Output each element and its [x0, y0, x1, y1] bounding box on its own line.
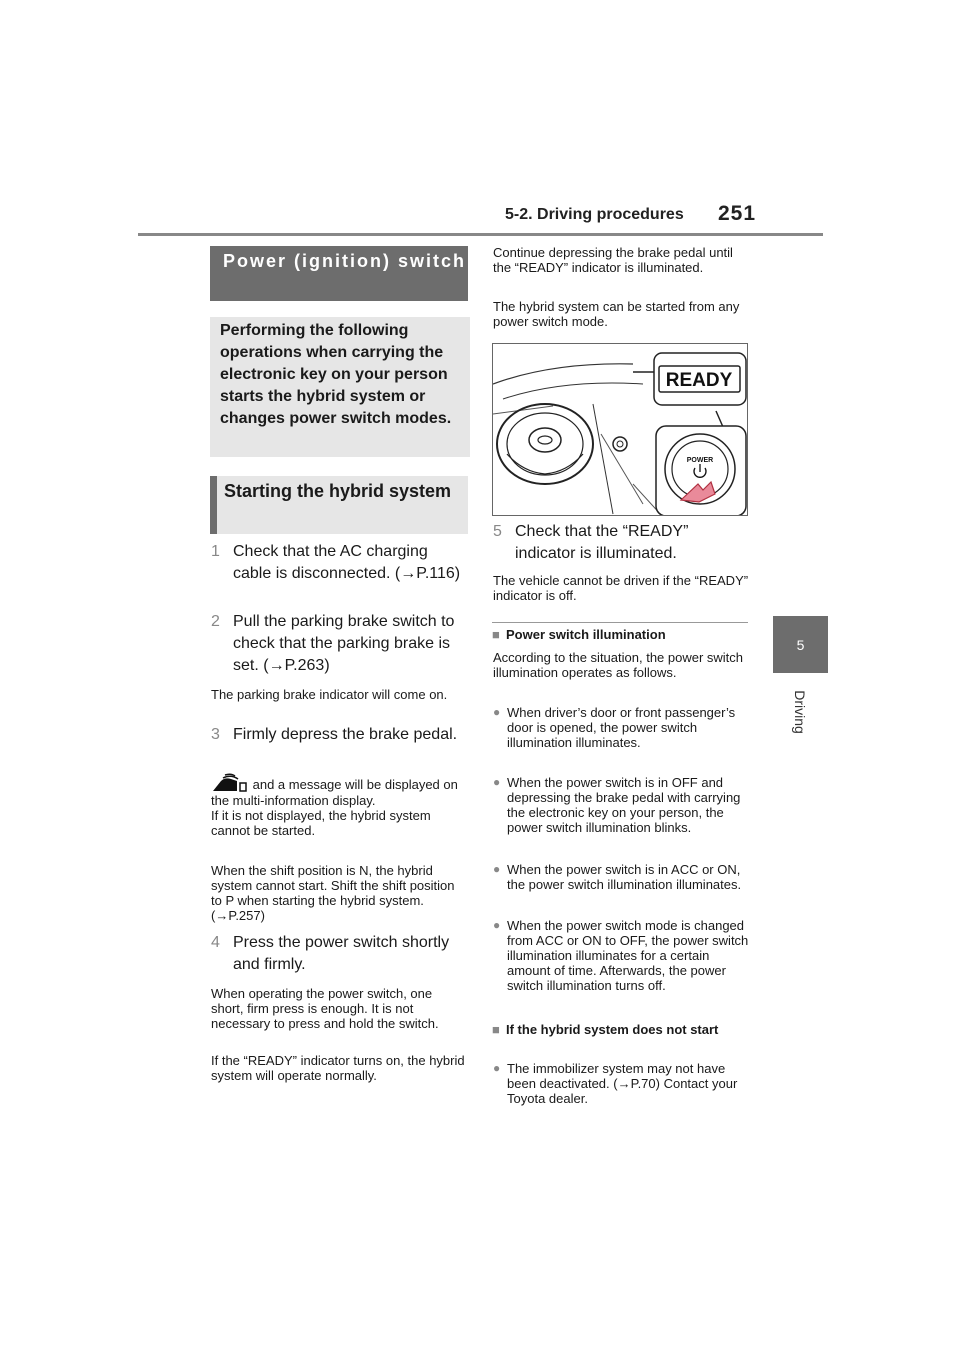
step-4-note-a: When operating the power switch, one short, firm press is enough. It is not necessary to press and hold the switch.	[211, 986, 439, 1031]
step-5-text: Check that the “READY” indicator is illuminated.	[515, 523, 689, 562]
section-heading-box: Power (ignition) switch	[210, 246, 468, 301]
circle-bullet-icon: ●	[493, 862, 501, 876]
step-4	[211, 932, 469, 976]
illumination-item-2	[493, 775, 750, 835]
step-5	[493, 521, 751, 565]
any-mode-note: The hybrid system can be started from any power switch mode.	[493, 299, 740, 329]
no-start-heading-text: If the hybrid system does not start	[506, 1022, 719, 1037]
step-4-note-b: If the “READY” indicator turns on, the hybrid system will operate normally.	[211, 1053, 465, 1083]
step-4-text: Press the power switch shortly and firmly.	[233, 934, 450, 973]
section-divider	[492, 622, 748, 623]
subheading-box	[210, 476, 468, 534]
no-start-item-text: The immobilizer system may not have been deactivated. (→P.70) Contact your Toyota dealer.	[507, 1061, 738, 1106]
no-start-heading	[492, 1022, 750, 1038]
intro-box: Performing the following operations when carrying the electronic key on your person starts the hybrid system or changes power switch modes.	[210, 317, 470, 457]
square-bullet-icon: ■	[492, 1022, 500, 1037]
illumination-intro: According to the situation, the power switch illumination operates as follows.	[493, 650, 744, 680]
dashboard-illustration-svg	[493, 344, 748, 516]
step-3-note-c: When the shift position is N, the hybrid system cannot start. Shift the shift position to P when starting the hybrid system. (→P.257)	[211, 863, 455, 923]
step-3-note-b-text: If it is not displayed, the hybrid system cannot be started.	[211, 808, 431, 838]
illumination-heading-text: Power switch illumination	[506, 627, 666, 642]
step-2-note: The parking brake indicator will come on.	[211, 687, 448, 702]
illumination-item-1-text: When driver’s door or front passenger’s door is opened, the power switch illumination illuminates.	[507, 705, 736, 750]
illumination-item-3-text: When the power switch is in ACC or ON, the power switch illumination illuminates.	[507, 862, 742, 892]
subheading-text: Starting the hybrid system	[224, 481, 452, 501]
step-1-text: Check that the AC charging cable is disconnected. (→P.116)	[233, 543, 461, 582]
illumination-item-4-text: When the power switch mode is changed from ACC or ON to OFF, the power switch illumination illuminates for a certain amount of time. Afterwards, the power switch illumination turns off.	[507, 918, 749, 993]
no-start-item	[493, 1061, 750, 1106]
step-3-text: Firmly depress the brake pedal.	[233, 726, 458, 743]
header-rule	[138, 233, 823, 236]
step-2-number: 2	[211, 613, 220, 630]
brake-pedal-icon	[211, 773, 249, 793]
circle-bullet-icon: ●	[493, 775, 501, 789]
circle-bullet-icon: ●	[493, 705, 501, 719]
illumination-item-4	[493, 918, 750, 993]
power-switch-illustration	[492, 343, 748, 516]
section-title: 5-2. Driving procedures	[505, 206, 684, 223]
step-2	[211, 611, 469, 677]
step-3-note-a-text: and a message will be displayed on the multi-information display.	[211, 777, 458, 808]
continue-note: Continue depressing the brake pedal until the “READY” indicator is illuminated.	[493, 245, 733, 275]
chapter-label-wrap	[770, 684, 830, 744]
step-5-note: The vehicle cannot be driven if the “READY” indicator is off.	[493, 573, 749, 603]
chapter-number: 5	[796, 636, 805, 653]
step-5-number: 5	[493, 523, 502, 540]
illumination-item-1	[493, 705, 750, 750]
illumination-heading	[492, 627, 750, 643]
step-3-number: 3	[211, 726, 220, 743]
step-1-number: 1	[211, 543, 220, 560]
step-3-note-a	[211, 773, 467, 838]
power-button-label: POWER	[686, 457, 714, 464]
square-bullet-icon: ■	[492, 627, 500, 642]
circle-bullet-icon: ●	[493, 1061, 501, 1075]
illumination-item-3	[493, 862, 750, 892]
ready-indicator-label: READY	[665, 370, 733, 391]
step-1	[211, 541, 469, 585]
circle-bullet-icon: ●	[493, 918, 501, 932]
chapter-label: Driving	[791, 690, 808, 734]
chapter-tab	[773, 616, 828, 673]
page-number: 251	[718, 202, 757, 225]
step-3	[211, 724, 469, 746]
step-2-text: Pull the parking brake switch to check that the parking brake is set. (→P.263)	[233, 613, 455, 674]
illumination-item-2-text: When the power switch is in OFF and depressing the brake pedal with carrying the electronic key on your person, the power switch illumination blinks.	[507, 775, 741, 835]
step-4-number: 4	[211, 934, 220, 951]
